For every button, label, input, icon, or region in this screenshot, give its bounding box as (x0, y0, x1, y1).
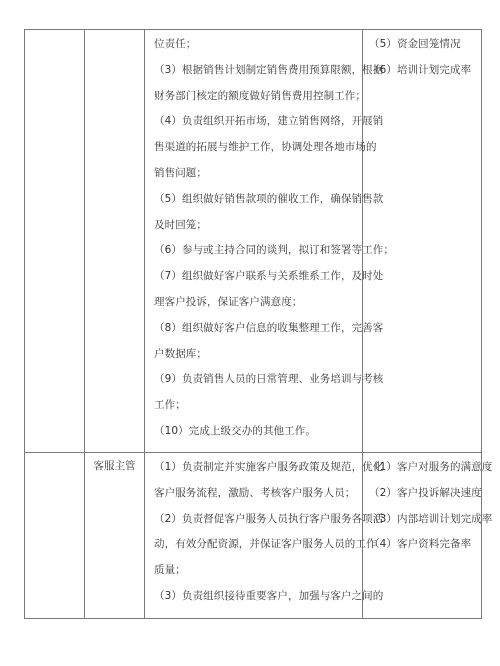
duty-line: （9）负责销售人员的日常管理、业务培训与考核 (154, 373, 384, 386)
table-row (25, 453, 482, 619)
kpi-line: （5）资金回笼情况 (369, 38, 461, 50)
duties-cell (145, 453, 384, 619)
duty-line: （7）组织做好客户联系与关系维系工作，及时处 (154, 270, 384, 283)
role-cell (85, 453, 145, 619)
role-cell (85, 30, 145, 453)
duty-line: （1）负责制定并实施客户服务政策及规范，优化 (154, 461, 384, 473)
department-cell (25, 453, 85, 619)
duty-line: 位责任； (154, 38, 197, 50)
duty-line: （3）根据销售计划制定销售费用预算限额，根据 (154, 63, 384, 76)
department-cell (25, 30, 85, 453)
duty-line: 客户服务流程，激励、考核客户服务人员； (154, 486, 356, 499)
duty-line: 理客户投诉，保证客户满意度； (154, 295, 303, 308)
duties-cell (145, 30, 394, 453)
duty-line: 销售问题； (154, 166, 207, 179)
duty-line: （6）参与或主持合同的谈判，拟订和签署等工作； (154, 244, 394, 257)
duty-line: 质量； (154, 564, 186, 577)
duty-line: 工作； (154, 399, 186, 412)
duty-line: 户数据库； (154, 347, 207, 360)
kpi-line: （2）客户投诉解决速度 (369, 486, 482, 499)
role-label (85, 30, 144, 31)
duty-line: 售渠道的拓展与维护工作，协调处理各地市场的 (154, 141, 377, 154)
kpi-line: （4）客户资料完备率 (369, 538, 472, 551)
kpi-cell (363, 30, 482, 453)
responsibility-table (24, 29, 493, 619)
role-label: 客服主管 (93, 460, 136, 472)
kpi-line: （3）内部培训计划完成率 (369, 512, 493, 525)
kpi-line: （1）客户对服务的满意度 (369, 461, 493, 473)
table-row (25, 30, 482, 453)
duty-line: （10）完成上级交办的其他工作。 (154, 424, 316, 437)
duty-line: （2）负责督促客户服务人员执行客户服务各项活 (154, 512, 384, 525)
duty-line: （4）负责组织开拓市场，建立销售网络，开展销 (154, 115, 384, 128)
duty-line: 动，有效分配资源，并保证客户服务人员的工作 (154, 538, 377, 551)
kpi-line: （6）培训计划完成率 (369, 63, 472, 76)
duty-line: 财务部门核定的额度做好销售费用控制工作； (154, 89, 366, 102)
duty-line: 及时回笼； (154, 218, 207, 231)
duty-line: （5）组织做好销售款项的催收工作，确保销售款 (154, 192, 384, 205)
duty-line: （3）负责组织接待重要客户，加强与客户之间的 (154, 589, 384, 602)
duty-line: （8）组织做好客户信息的收集整理工作，完善客 (154, 321, 384, 334)
